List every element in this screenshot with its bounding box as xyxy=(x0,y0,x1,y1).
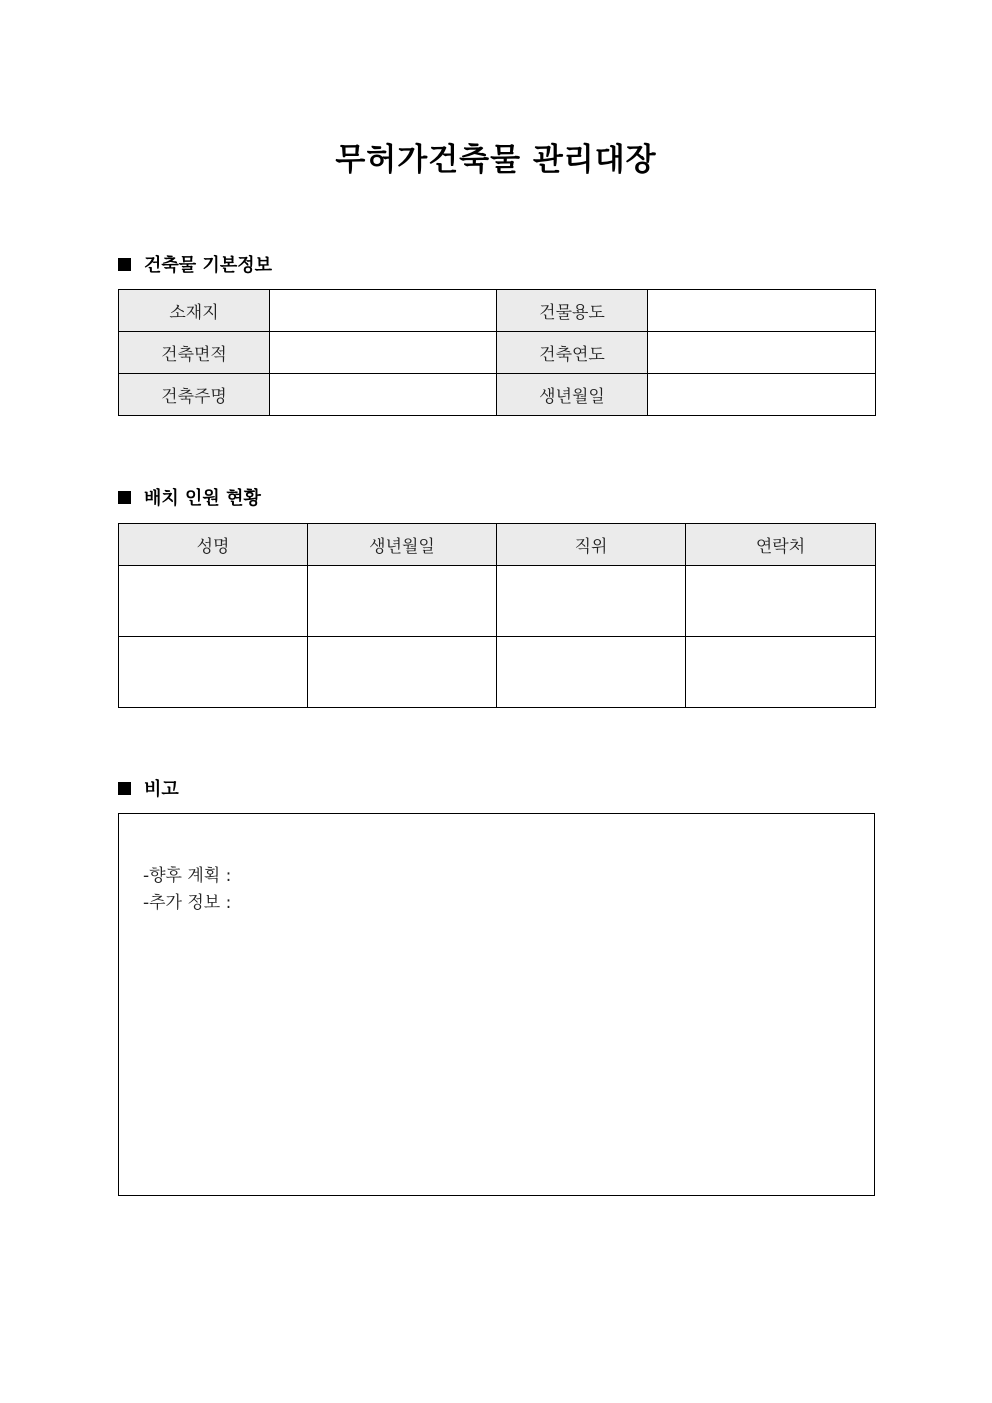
value-construction-year[interactable] xyxy=(648,332,876,374)
black-square-bullet-icon xyxy=(118,782,131,795)
remarks-line-future-plan: -향후 계획 : xyxy=(143,866,232,886)
cell-position[interactable] xyxy=(497,566,686,637)
black-square-bullet-icon xyxy=(118,258,131,271)
remarks-line-additional-info: -추가 정보 : xyxy=(143,893,232,913)
table-row xyxy=(119,637,876,708)
header-position: 직위 xyxy=(497,524,686,566)
cell-name[interactable] xyxy=(119,637,308,708)
label-building-use: 건물용도 xyxy=(497,290,648,332)
section-heading-label: 비고 xyxy=(144,779,179,800)
header-name: 성명 xyxy=(119,524,308,566)
table-row xyxy=(119,566,876,637)
cell-position[interactable] xyxy=(497,637,686,708)
header-birth-date: 생년월일 xyxy=(308,524,497,566)
table-row xyxy=(119,332,876,374)
basic-info-table xyxy=(118,289,876,416)
cell-contact[interactable] xyxy=(686,566,876,637)
label-construction-year: 건축연도 xyxy=(497,332,648,374)
section-heading-basic-info xyxy=(118,251,272,277)
table-header-row xyxy=(119,524,876,566)
table-row xyxy=(119,290,876,332)
staff-table xyxy=(118,523,876,708)
value-building-use[interactable] xyxy=(648,290,876,332)
section-heading-label: 건축물 기본정보 xyxy=(144,255,272,276)
section-heading-label: 배치 인원 현황 xyxy=(144,488,261,509)
label-birth-date: 생년월일 xyxy=(497,374,648,416)
value-building-area[interactable] xyxy=(270,332,497,374)
label-building-area: 건축면적 xyxy=(119,332,270,374)
value-location[interactable] xyxy=(270,290,497,332)
cell-name[interactable] xyxy=(119,566,308,637)
cell-birth-date[interactable] xyxy=(308,637,497,708)
section-heading-staff xyxy=(118,484,261,510)
cell-contact[interactable] xyxy=(686,637,876,708)
remarks-box[interactable] xyxy=(118,813,875,1196)
label-owner-name: 건축주명 xyxy=(119,374,270,416)
value-owner-name[interactable] xyxy=(270,374,497,416)
black-square-bullet-icon xyxy=(118,491,131,504)
label-location: 소재지 xyxy=(119,290,270,332)
page-title: 무허가건축물 관리대장 xyxy=(335,142,657,178)
table-row xyxy=(119,374,876,416)
value-birth-date[interactable] xyxy=(648,374,876,416)
section-heading-remarks xyxy=(118,775,179,801)
header-contact: 연락처 xyxy=(686,524,876,566)
cell-birth-date[interactable] xyxy=(308,566,497,637)
